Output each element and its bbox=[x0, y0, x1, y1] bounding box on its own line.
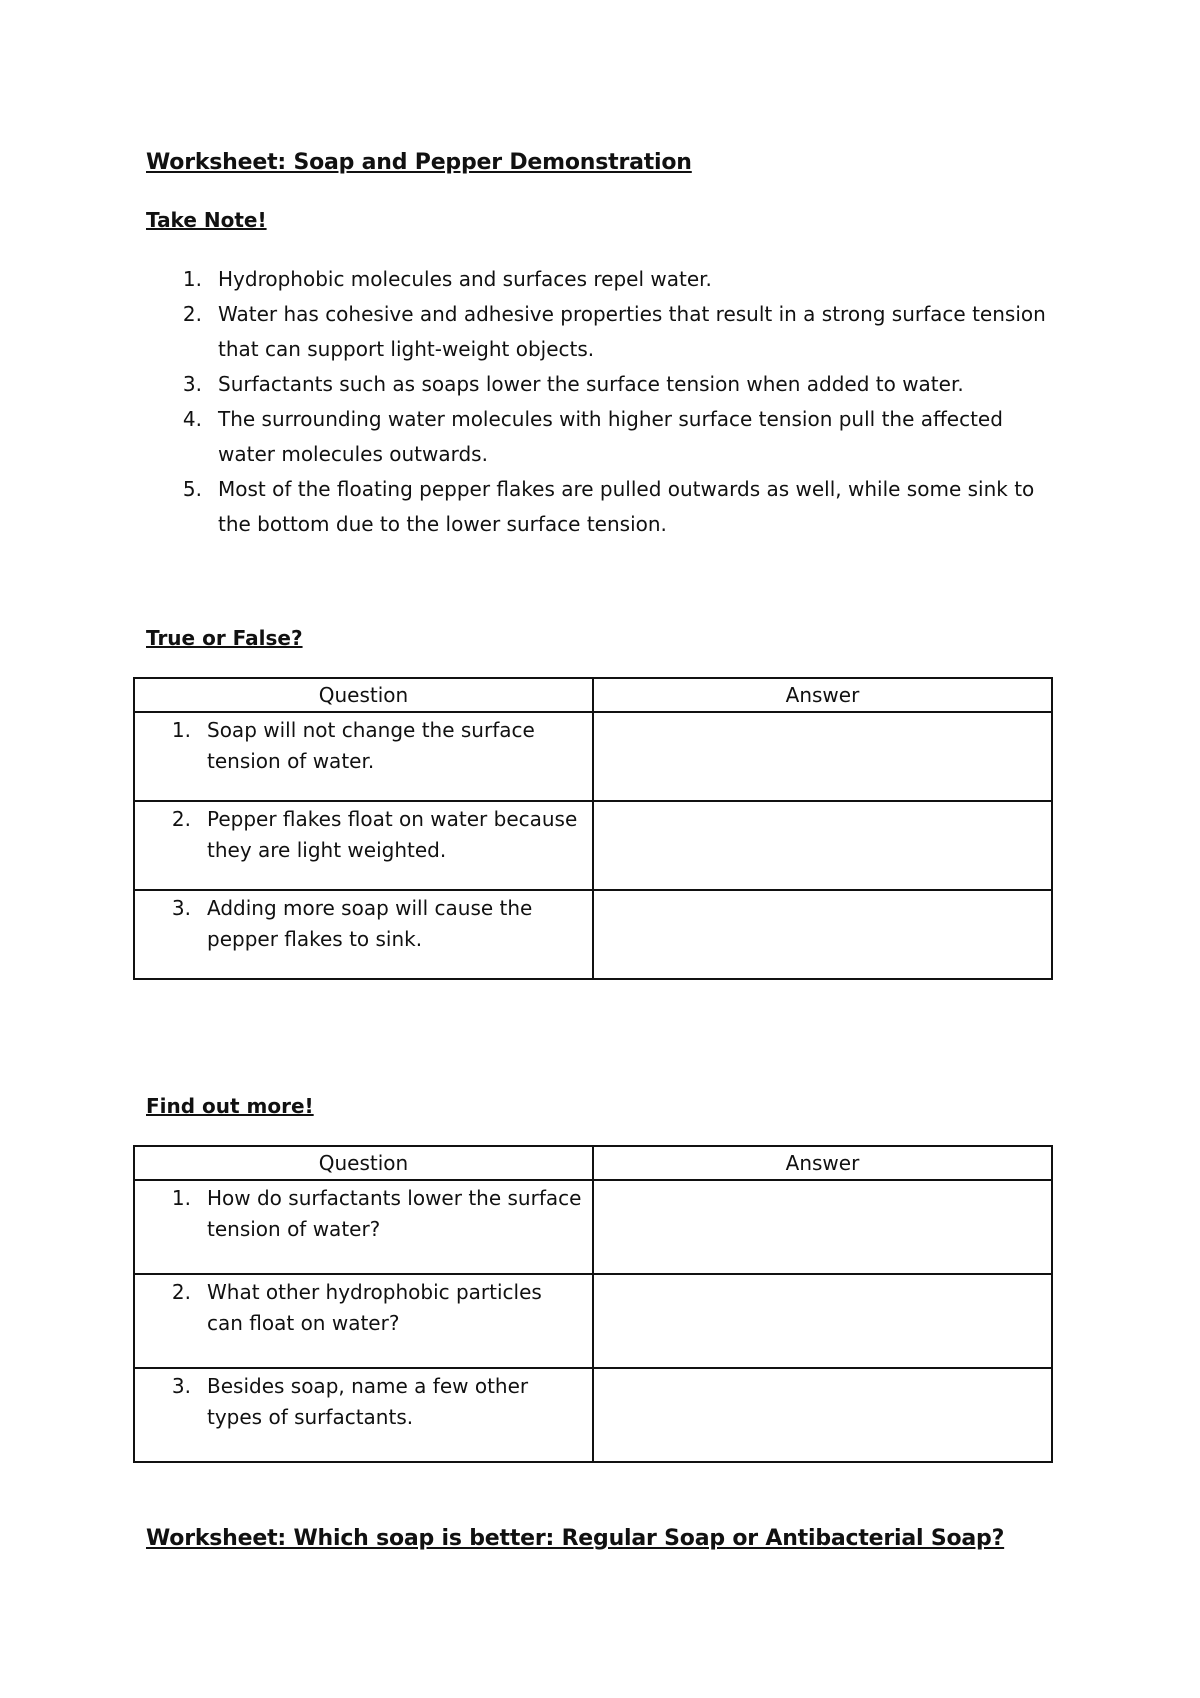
column-header-question: Question bbox=[134, 678, 593, 712]
list-item bbox=[146, 402, 1066, 472]
find-out-more-heading: Find out more! bbox=[146, 1094, 314, 1118]
take-note-heading: Take Note! bbox=[146, 208, 267, 232]
table-row bbox=[134, 1368, 1052, 1462]
list-item-text: Hydrophobic molecules and surfaces repel water. bbox=[218, 267, 712, 291]
question-cell bbox=[134, 1180, 593, 1274]
question-text: What other hydrophobic particles can float on water? bbox=[207, 1280, 542, 1335]
column-header-answer: Answer bbox=[593, 678, 1052, 712]
question-cell bbox=[134, 712, 593, 801]
list-item-text: Most of the floating pepper flakes are pulled outwards as well, while some sink to the bottom due to the lower surface tension. bbox=[218, 477, 1035, 536]
list-item-number: 4. bbox=[182, 407, 202, 431]
question-number: 1. bbox=[171, 1186, 191, 1210]
question-text: Soap will not change the surface tension of water. bbox=[207, 718, 535, 773]
question-text: How do surfactants lower the surface tension of water? bbox=[207, 1186, 582, 1241]
list-item-number: 5. bbox=[182, 477, 202, 501]
list-item-number: 1. bbox=[182, 267, 202, 291]
question-cell bbox=[134, 801, 593, 890]
column-header-answer: Answer bbox=[593, 1146, 1052, 1180]
answer-cell[interactable] bbox=[593, 890, 1052, 979]
question-number: 1. bbox=[171, 718, 191, 742]
answer-cell[interactable] bbox=[593, 1274, 1052, 1368]
answer-cell[interactable] bbox=[593, 1368, 1052, 1462]
question-text: Besides soap, name a few other types of surfactants. bbox=[207, 1374, 529, 1429]
question-number: 2. bbox=[171, 1280, 191, 1304]
find-out-more-table bbox=[133, 1145, 1053, 1463]
true-false-heading: True or False? bbox=[146, 626, 303, 650]
next-worksheet-title: Worksheet: Which soap is better: Regular Soap or Antibacterial Soap? bbox=[146, 1526, 1005, 1551]
list-item-number: 3. bbox=[182, 372, 202, 396]
table-header-row bbox=[134, 678, 1052, 712]
question-cell bbox=[134, 890, 593, 979]
take-note-list bbox=[146, 262, 1066, 542]
true-false-table bbox=[133, 677, 1053, 980]
question-number: 3. bbox=[171, 896, 191, 920]
table-row bbox=[134, 890, 1052, 979]
list-item-text: Water has cohesive and adhesive properties that result in a strong surface tension that can support light-weight objects. bbox=[218, 302, 1046, 361]
question-number: 3. bbox=[171, 1374, 191, 1398]
worksheet-title: Worksheet: Soap and Pepper Demonstration bbox=[146, 150, 692, 175]
table-row bbox=[134, 712, 1052, 801]
question-cell bbox=[134, 1368, 593, 1462]
question-text: Adding more soap will cause the pepper flakes to sink. bbox=[207, 896, 533, 951]
answer-cell[interactable] bbox=[593, 712, 1052, 801]
question-cell bbox=[134, 1274, 593, 1368]
table-header-row bbox=[134, 1146, 1052, 1180]
question-number: 2. bbox=[171, 807, 191, 831]
answer-cell[interactable] bbox=[593, 1180, 1052, 1274]
list-item-text: The surrounding water molecules with higher surface tension pull the affected water molecules outwards. bbox=[218, 407, 1003, 466]
list-item-number: 2. bbox=[182, 302, 202, 326]
list-item bbox=[146, 297, 1066, 367]
table-row bbox=[134, 1274, 1052, 1368]
list-item bbox=[146, 472, 1066, 542]
column-header-question: Question bbox=[134, 1146, 593, 1180]
question-text: Pepper flakes float on water because they are light weighted. bbox=[207, 807, 578, 862]
list-item-text: Surfactants such as soaps lower the surface tension when added to water. bbox=[218, 372, 964, 396]
answer-cell[interactable] bbox=[593, 801, 1052, 890]
list-item bbox=[146, 367, 1066, 402]
table-row bbox=[134, 1180, 1052, 1274]
table-row bbox=[134, 801, 1052, 890]
list-item bbox=[146, 262, 1066, 297]
